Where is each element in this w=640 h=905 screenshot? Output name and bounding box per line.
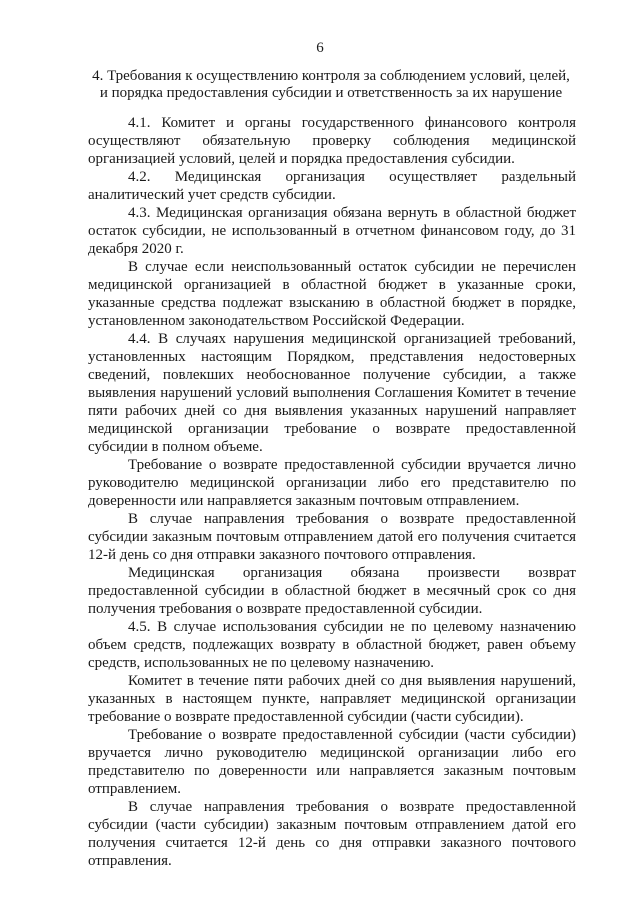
paragraph-4-4: 4.4. В случаях нарушения медицинской организацией требований, установленных настоящим Порядком, представления недостоверных сведений, повлекших необоснованное получение субсидии, а также выявления нарушений условий выполнения Соглашения Комитет в течение пяти рабочих дней со дня выявления указанных нарушений направляет медицинской организации требование о возврате предоставленной субсидии в полном объеме. (88, 331, 576, 455)
section-heading-line-2: и порядка предоставления субсидии и ответственность за их нарушение (99, 85, 563, 101)
paragraph-4-3-unspent-balance: В случае если неиспользованный остаток субсидии не перечислен медицинской организацией в областной бюджет в указанные сроки, указанные средства подлежат взысканию в областной бюджет в порядке, установленном законодательством Российской Федерации. (88, 259, 576, 329)
section-heading-line-1: 4. Требования к осуществлению контроля за соблюдением условий, целей, (92, 68, 570, 84)
paragraph-4-5-postal: В случае направления требования о возврате предоставленной субсидии (части субсидии) заказным почтовым отправлением датой его получения считается 12-й день со дня отправки заказного почтового отправления. (88, 799, 576, 869)
section-heading (76, 68, 586, 102)
paragraph-4-3: 4.3. Медицинская организация обязана вернуть в областной бюджет остаток субсидии, не использованный в отчетном финансовом году, до 31 декабря 2020 г. (88, 205, 576, 257)
paragraph-4-1: 4.1. Комитет и органы государственного финансового контроля осуществляют обязательную проверку соблюдения медицинской организацией условий, целей и порядка предоставления субсидии. (88, 115, 576, 167)
paragraph-4-5-notice: Комитет в течение пяти рабочих дней со дня выявления нарушений, указанных в настоящем пункте, направляет медицинской организации требование о возврате предоставленной субсидии (части субсидии). (88, 673, 576, 725)
paragraph-4-5: 4.5. В случае использования субсидии не по целевому назначению объем средств, подлежащих возврату в областной бюджет, равен объему средств, использованных не по целевому назначению. (88, 619, 576, 671)
page-number: 6 (316, 40, 324, 56)
paragraph-4-2: 4.2. Медицинская организация осуществляет раздельный аналитический учет средств субсидии. (88, 169, 576, 203)
paragraph-4-4-return-deadline: Медицинская организация обязана произвести возврат предоставленной субсидии в областной бюджет в месячный срок со дня получения требования о возврате предоставленной субсидии. (88, 565, 576, 617)
paragraph-4-4-postal: В случае направления требования о возврате предоставленной субсидии заказным почтовым отправлением датой его получения считается 12-й день со дня отправки заказного почтового отправления. (88, 511, 576, 563)
document-body (88, 114, 576, 870)
paragraph-4-5-delivery: Требование о возврате предоставленной субсидии (части субсидии) вручается лично руководителю медицинской организации либо его представителю по доверенности или направляется заказным почтовым отправлением. (88, 727, 576, 797)
paragraph-4-4-delivery: Требование о возврате предоставленной субсидии вручается лично руководителю медицинской организации либо его представителю по доверенности или направляется заказным почтовым отправлением. (88, 457, 576, 509)
